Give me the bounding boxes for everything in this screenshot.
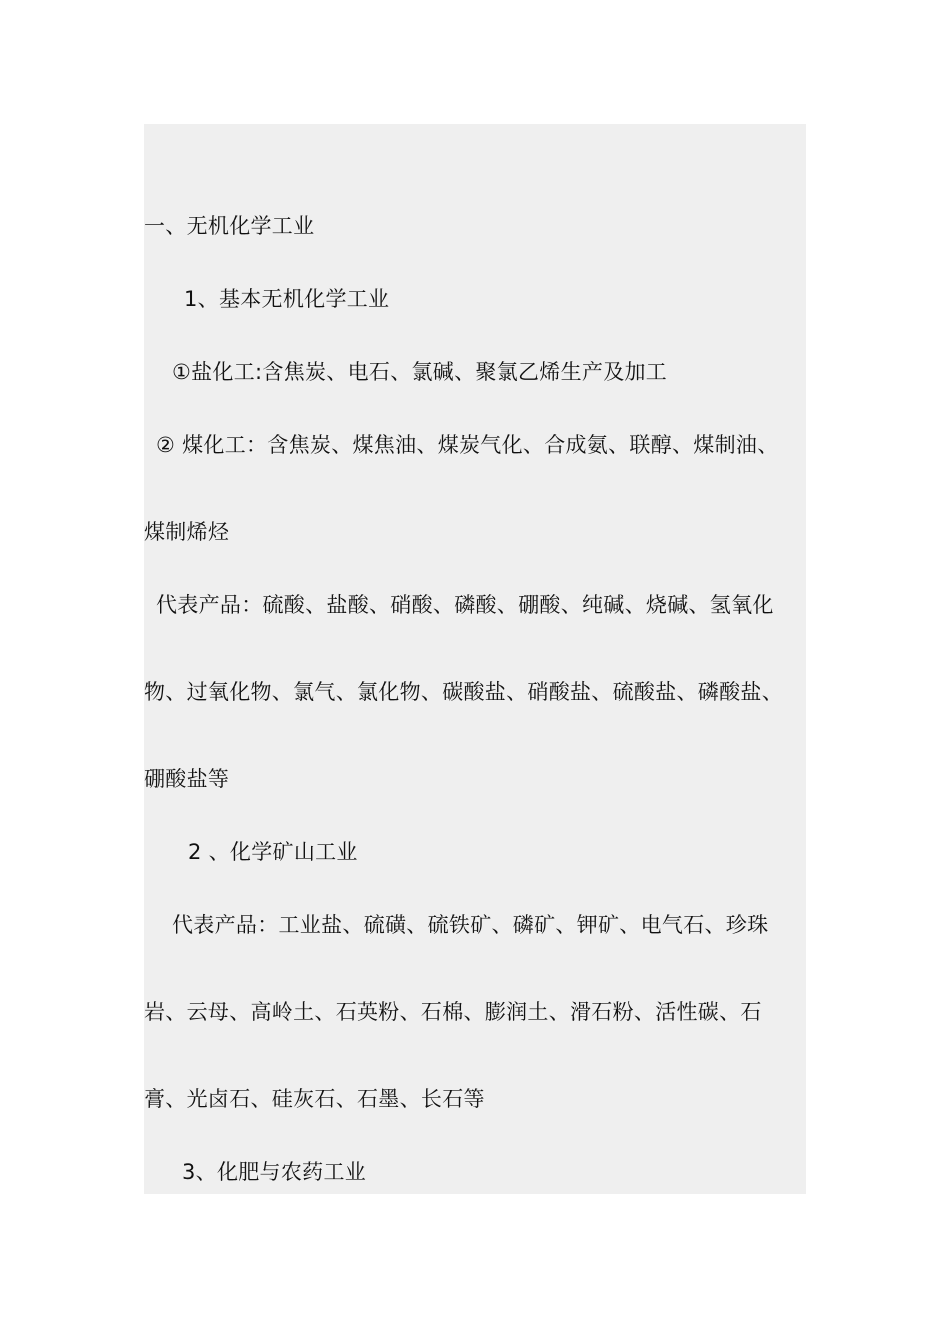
paragraph-line: 硼酸盐等: [144, 767, 230, 791]
paragraph-line: ①盐化工:含焦炭、电石、氯碱、聚氯乙烯生产及加工: [172, 360, 668, 384]
section-heading: 一、无机化学工业: [144, 214, 315, 238]
paragraph-line: ② 煤化工：含焦炭、煤焦油、煤炭气化、合成氨、联醇、煤制油、: [156, 433, 779, 457]
paragraph-line: 物、过氧化物、氯气、氯化物、碳酸盐、硝酸盐、硫酸盐、磷酸盐、: [144, 680, 783, 704]
paragraph-line: 代表产品：硫酸、盐酸、硝酸、磷酸、硼酸、纯碱、烧碱、氢氧化: [156, 593, 774, 617]
paragraph-line: 岩、云母、高岭土、石英粉、石棉、膨润土、滑石粉、活性碳、石: [144, 1000, 762, 1024]
subsection-heading: 1、基本无机化学工业: [184, 287, 390, 311]
paragraph-line: 代表产品：工业盐、硫磺、硫铁矿、磷矿、钾矿、电气石、珍珠: [172, 913, 769, 937]
document-page: [144, 124, 806, 1194]
paragraph-line: 膏、光卤石、硅灰石、石墨、长石等: [144, 1087, 485, 1111]
subsection-heading: 3、化肥与农药工业: [182, 1160, 367, 1184]
paragraph-line: 煤制烯烃: [144, 520, 230, 544]
subsection-heading: 2 、化学矿山工业: [188, 840, 358, 864]
